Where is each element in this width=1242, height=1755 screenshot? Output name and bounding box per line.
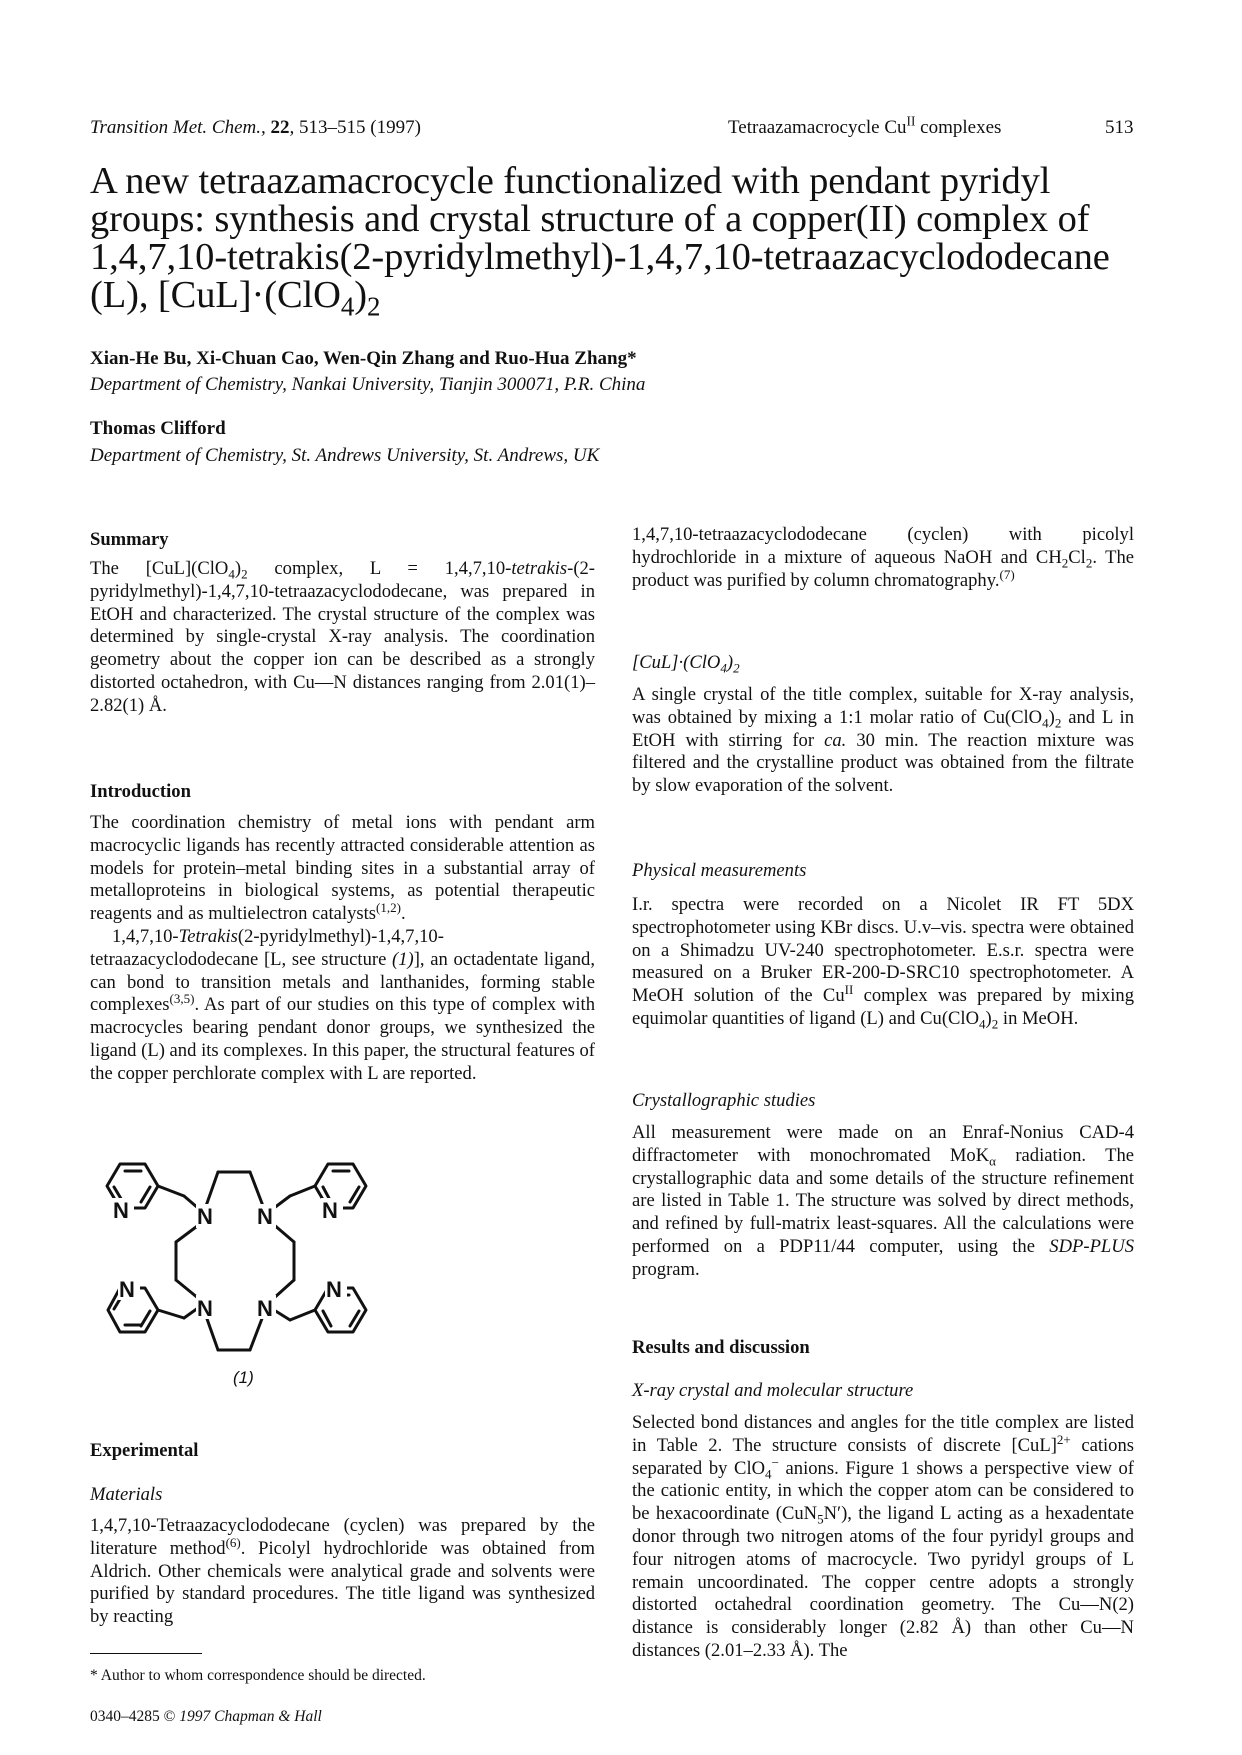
article-title: A new tetraazamacrocycle functionalized with pendant pyridyl groups: synthesis and crystal structure of a copper(II) complex of 1,4,7,10-tetrakis(2-pyridylmethyl)-1,4,7,10-tetraazacyclododecane (L), $[CuL]\cdot(ClO_4)_2$ — [90, 160, 1110, 322]
running-title: Tetraazamacrocycle $Cu^{II}$ complexes — [728, 113, 1002, 138]
ligand-structure-diagram — [88, 1160, 388, 1360]
macrocycle-n4: N — [257, 1296, 273, 1321]
running-header-citation: Transition Met. Chem., 22, 513–515 (1997) — [90, 117, 421, 138]
crystallographic-heading: Crystallographic studies — [632, 1090, 816, 1111]
materials-heading: Materials — [90, 1484, 163, 1505]
introduction-heading: Introduction — [90, 781, 191, 802]
page-number: 513 — [1105, 117, 1134, 138]
macrocycle-n1: N — [197, 1204, 213, 1229]
structure-label: (1) — [233, 1368, 254, 1387]
complex-text: A single crystal of the title complex, suitable for X-ray analysis, was obtained by mixing a 1:1 molar ratio of $Cu(ClO_4)_2$ and L in EtOH with stirring for ca. 30 min. The reaction mixture was filtered and the crystalline product was obtained from the filtrate by slow evaporation of the solvent. — [632, 684, 1135, 797]
volume: 22 — [270, 117, 290, 138]
results-heading: Results and discussion — [632, 1337, 810, 1358]
introduction-text: The coordination chemistry of metal ions with pendant arm macrocyclic ligands has recently attracted considerable attention as models for protein–metal binding sites in a substantial array of metalloproteins in biological systems, as potential therapeutic reagents and as multielectron catalysts$^{(1,2)}$. 1,4,7,10-Tetrakis(2-pyridylmethyl)-1,4,7,10-tetraazacyclododecane [L, see structure (1)], an octadentate ligand, can bond to transition metals and lanthanides, forming stable complexes$^{(3,5)}$. As part of our studies on this type of complex with macrocycles bearing pendant donor groups, we synthesized the ligand (L) and its complexes. In this paper, the structural features of the copper perchlorate complex with L are reported. — [90, 812, 595, 1084]
author-list: Xian-He Bu, Xi-Chuan Cao, Wen-Qin Zhang and Ruo-Hua Zhang* — [90, 348, 637, 369]
pyridine-n2: N — [322, 1198, 338, 1223]
crystallographic-text: All measurement were made on an Enraf-Nonius CAD-4 diffractometer with monochromated MoK$_\alpha$ radiation. The crystallographic data and some details of the structure refinement are listed in Table 1. The structure was solved by direct methods, and refined by full-matrix least-squares. All the calculations were performed on a PDP11/44 computer, using the SDP-PLUS program. — [632, 1122, 1134, 1280]
affiliation-1: Department of Chemistry, Nankai University, Tianjin 300071, P.R. China — [90, 374, 646, 395]
pyridine-n3: N — [119, 1277, 135, 1302]
physical-measurements-heading: Physical measurements — [632, 860, 807, 881]
footnote-rule — [90, 1653, 202, 1654]
pyridine-n4: N — [326, 1277, 342, 1302]
materials-text: 1,4,7,10-Tetraazacyclododecane (cyclen) was prepared by the literature method$^{(6)}$. Picolyl hydrochloride was obtained from Aldrich. Other chemicals were analytical grade and solvents were purified by standard procedures. The title ligand was synthesized by reacting — [90, 1515, 595, 1628]
xray-heading: X-ray crystal and molecular structure — [632, 1380, 914, 1401]
physical-measurements-text: I.r. spectra were recorded on a Nicolet IR FT 5DX spectrophotometer using KBr discs. U.v–vis. spectra were obtained on a Shimadzu UV-240 spectrophotometer. E.s.r. spectra were measured on a Bruker ER-200-D-SRC10 spectrophotometer. A MeOH solution of the $Cu^{II}$ complex was prepared by mixing equimolar quantities of ligand (L) and $Cu(ClO_4)_2$ in MeOH. — [632, 894, 1134, 1032]
complex-heading: $[CuL]\cdot(ClO_4)_2$ — [632, 652, 740, 676]
summary-heading: Summary — [90, 529, 169, 550]
macrocycle-n3: N — [197, 1296, 213, 1321]
experimental-heading: Experimental — [90, 1440, 199, 1461]
macrocycle-n2: N — [257, 1204, 273, 1229]
summary-text: The $[CuL](ClO_4)_2$ complex, L = 1,4,7,10-tetrakis-(2-pyridylmethyl)-1,4,7,10-tetraazacyclododecane, was prepared in EtOH and characterized. The crystal structure of the complex was determined by single-crystal X-ray analysis. The coordination geometry about the copper ion can be described as a strongly distorted octahedron, with Cu—N distances ranging from 2.01(1)–2.82(1) Å. — [90, 558, 595, 716]
pyridine-n1: N — [113, 1198, 129, 1223]
xray-text: Selected bond distances and angles for the title complex are listed in Table 2. The structure consists of discrete [CuL]$^{2+}$ cations separated by ClO$_4$− anions. Figure 1 shows a perspective view of the cationic entity, in which the copper atom can be considered to be hexacoordinate (CuN$_5$N′), the ligand L acting as a hexadentate donor through two nitrogen atoms of the four pyridyl groups and four nitrogen atoms of macrocycle. Two pyridyl groups of L remain uncoordinated. The copper centre adopts a strongly distorted octahedral coordination geometry. The Cu—N(2) distance is considerably longer (2.82 Å) than other Cu—N distances (2.01–2.33 Å). The — [632, 1412, 1134, 1661]
author-2: Thomas Clifford — [90, 418, 226, 439]
copyright-line: 0340–4285 © 1997 Chapman & Hall — [90, 1708, 322, 1725]
affiliation-2: Department of Chemistry, St. Andrews University, St. Andrews, UK — [90, 445, 600, 466]
footnote: * Author to whom correspondence should be directed. — [90, 1667, 426, 1684]
materials-continued: 1,4,7,10-tetraazacyclododecane (cyclen) with picolyl hydrochloride in a mixture of aqueous NaOH and $CH_2Cl_2$. The product was purified by column chromatography.$^{(7)}$ — [632, 524, 1134, 591]
